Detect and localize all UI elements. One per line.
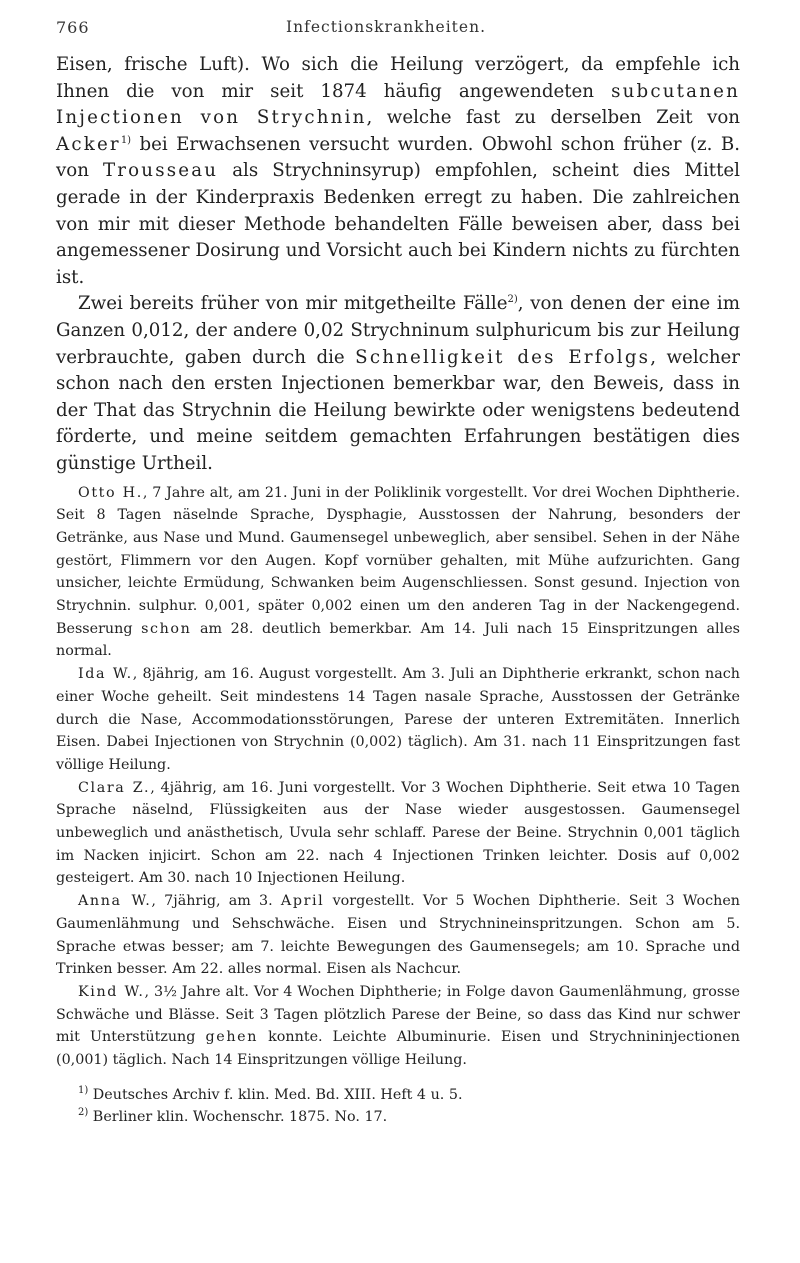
footnote-text: Deutsches Archiv f. klin. Med. Bd. XIII. Heft 4 u. 5. — [88, 1086, 463, 1103]
page-header — [56, 18, 740, 52]
case-text: , 8jährig, am 16. August vorgestellt. Am 3. Juli an Diphtherie erkrankt, schon nach einer Woche geheilt. Seit mindestens 14 Tagen nasale Sprache, Ausstossen der Getränke durch die Nase, Accommodationsstörungen, Parese der unteren Extremitäten. Innerlich Eisen. Dabei Injectionen von Strychnin (0,002) täglich). Am 31. nach 11 Einspritzungen fast völlige Heilung. — [56, 666, 740, 773]
case-text: , 7 Jahre alt, am 21. Juni in der Poliklinik vorgestellt. Vor drei Wochen Diphtherie. Seit 8 Tagen näselnde Sprache, Dysphagie, Ausstossen der Nahrung, besonders der Getränke, aus Nase und Mund. Gaumensegel unbeweglich, aber sensibel. Sehen in der Nähe gestört, Flimmern vor den Augen. Kopf vornüber gehalten, mit Mühe aufzurichten. Gang unsicher, leichte Ermüdung, Schwanken beim Augenschliessen. Sonst gesund. Injection von Strychnin. sulphur. 0,001, später 0,002 einen um den anderen Tag in der Nackengegend. Besserung — [56, 484, 740, 637]
case-text: am 28. deutlich bemerkbar. Am 14. Juli nach 15 Einspritzungen alles normal. — [56, 620, 740, 660]
patient-name: Otto H. — [78, 484, 143, 501]
emphasis-text: Schnelligkeit des Erfolgs — [355, 346, 651, 368]
case-report — [56, 981, 740, 1072]
text-run: bei Erwachsenen versucht wurden. Obwohl schon früher (z. B. von — [56, 133, 740, 182]
case-report — [56, 663, 740, 777]
case-text: , 3½ Jahre alt. Vor 4 Wochen Diphtherie; in Folge davon Gaumenlähmung, grosse Schwäche und Blässe. Seit 3 Tagen plötzlich Parese der Beine, so dass das Kind nur schwer mit Unterstützung — [56, 983, 740, 1046]
case-report — [56, 482, 740, 664]
patient-name: Clara Z. — [78, 779, 151, 796]
footnotes — [56, 1084, 740, 1128]
footnote — [78, 1084, 740, 1106]
emphasis-text: April — [280, 893, 325, 910]
page-number: 766 — [56, 18, 90, 37]
case-text: konnte. Leichte Albuminurie. Eisen und Strychnininjectionen (0,001) täglich. Nach 14 Einspritzungen völlige Heilung. — [56, 1029, 740, 1069]
footnote-mark: 2) — [78, 1107, 89, 1119]
footnote-mark: 1) — [78, 1085, 89, 1097]
footnote-ref: 1) — [120, 134, 132, 146]
patient-name: Ida W. — [78, 666, 133, 683]
running-title: Infectionskrankheiten. — [286, 18, 486, 36]
text-run: , von denen der eine im Ganzen 0,012, der andere 0,02 Strychninum sulphuricum bis zur Heilung verbrauchte, gaben durch die — [56, 293, 740, 368]
case-text: , 4jährig, am 16. Juni vorgestellt. Vor 3 Wochen Diphtherie. Seit etwa 10 Tagen Sprache näselnd, Flüssigkeiten aus der Nase wieder ausgestossen. Gaumensegel unbeweglich und anästhetisch, Uvula sehr schlaff. Parese der Beine. Strychnin 0,001 täglich im Nacken injicirt. Schon am 22. nach 4 Injectionen Trinken leichter. Dosis auf 0,002 gesteigert. Am 30. nach 10 Injectionen Heilung. — [56, 779, 741, 887]
patient-name: Anna W. — [78, 893, 152, 910]
case-report — [56, 890, 740, 981]
patient-name: Kind W. — [78, 983, 145, 1000]
footnote-text: Berliner klin. Wochenschr. 1875. No. 17. — [88, 1108, 388, 1125]
text-run: Eisen, frische Luft). Wo sich die Heilung verzögert, da empfehle ich Ihnen die von mir seit 1874 häufig angewendeten — [56, 54, 740, 102]
emphasis-text: gehen — [205, 1029, 259, 1046]
text-run: , welcher schon nach den ersten Injectionen bemerkbar war, den Beweis, dass in der That das Strychnin die Heilung bewirkte oder wenigstens bedeutend förderte, und meine seitdem gemachten Erfahrungen bestätigen dies günstige Urtheil. — [56, 346, 740, 474]
case-text: , 7jährig, am 3. — [151, 893, 281, 910]
paragraph-1 — [56, 52, 740, 291]
text-run: , welche fast zu derselben Zeit von — [366, 107, 741, 129]
paragraph-2 — [56, 291, 740, 477]
case-text: vorgestellt. Vor 5 Wochen Diphtherie. Seit 3 Wochen Gaumenlähmung und Sehschwäche. Eisen und Strychnineinspritzungen. Schon am 5. Sprache etwas besser; am 7. leichte Bewegungen des Gaumensegels; am 10. Sprache und Trinken besser. Am 22. alles normal. Eisen als Nachcur. — [56, 893, 741, 978]
text-run: Zwei bereits früher von mir mitgetheilte Fälle — [78, 293, 508, 315]
footnote — [78, 1106, 740, 1128]
emphasis-text: subcutanen Injectionen von Strychnin — [56, 80, 740, 129]
emphasis-text: schon — [141, 620, 192, 637]
case-reports — [56, 482, 740, 1072]
author-name: Trousseau — [102, 160, 219, 182]
author-name: Acker — [56, 133, 121, 155]
case-report — [56, 777, 740, 891]
footnote-ref: 2) — [507, 294, 518, 306]
text-run: als Strychninsyrup) empfohlen, scheint dies Mittel gerade in der Kinderpraxis Bedenken erregt zu haben. Die zahlreichen von mir mit dieser Methode behandelten Fälle beweisen aber, dass bei angemessener Dosirung und Vorsicht auch bei Kindern nichts zu fürchten ist. — [56, 160, 740, 288]
